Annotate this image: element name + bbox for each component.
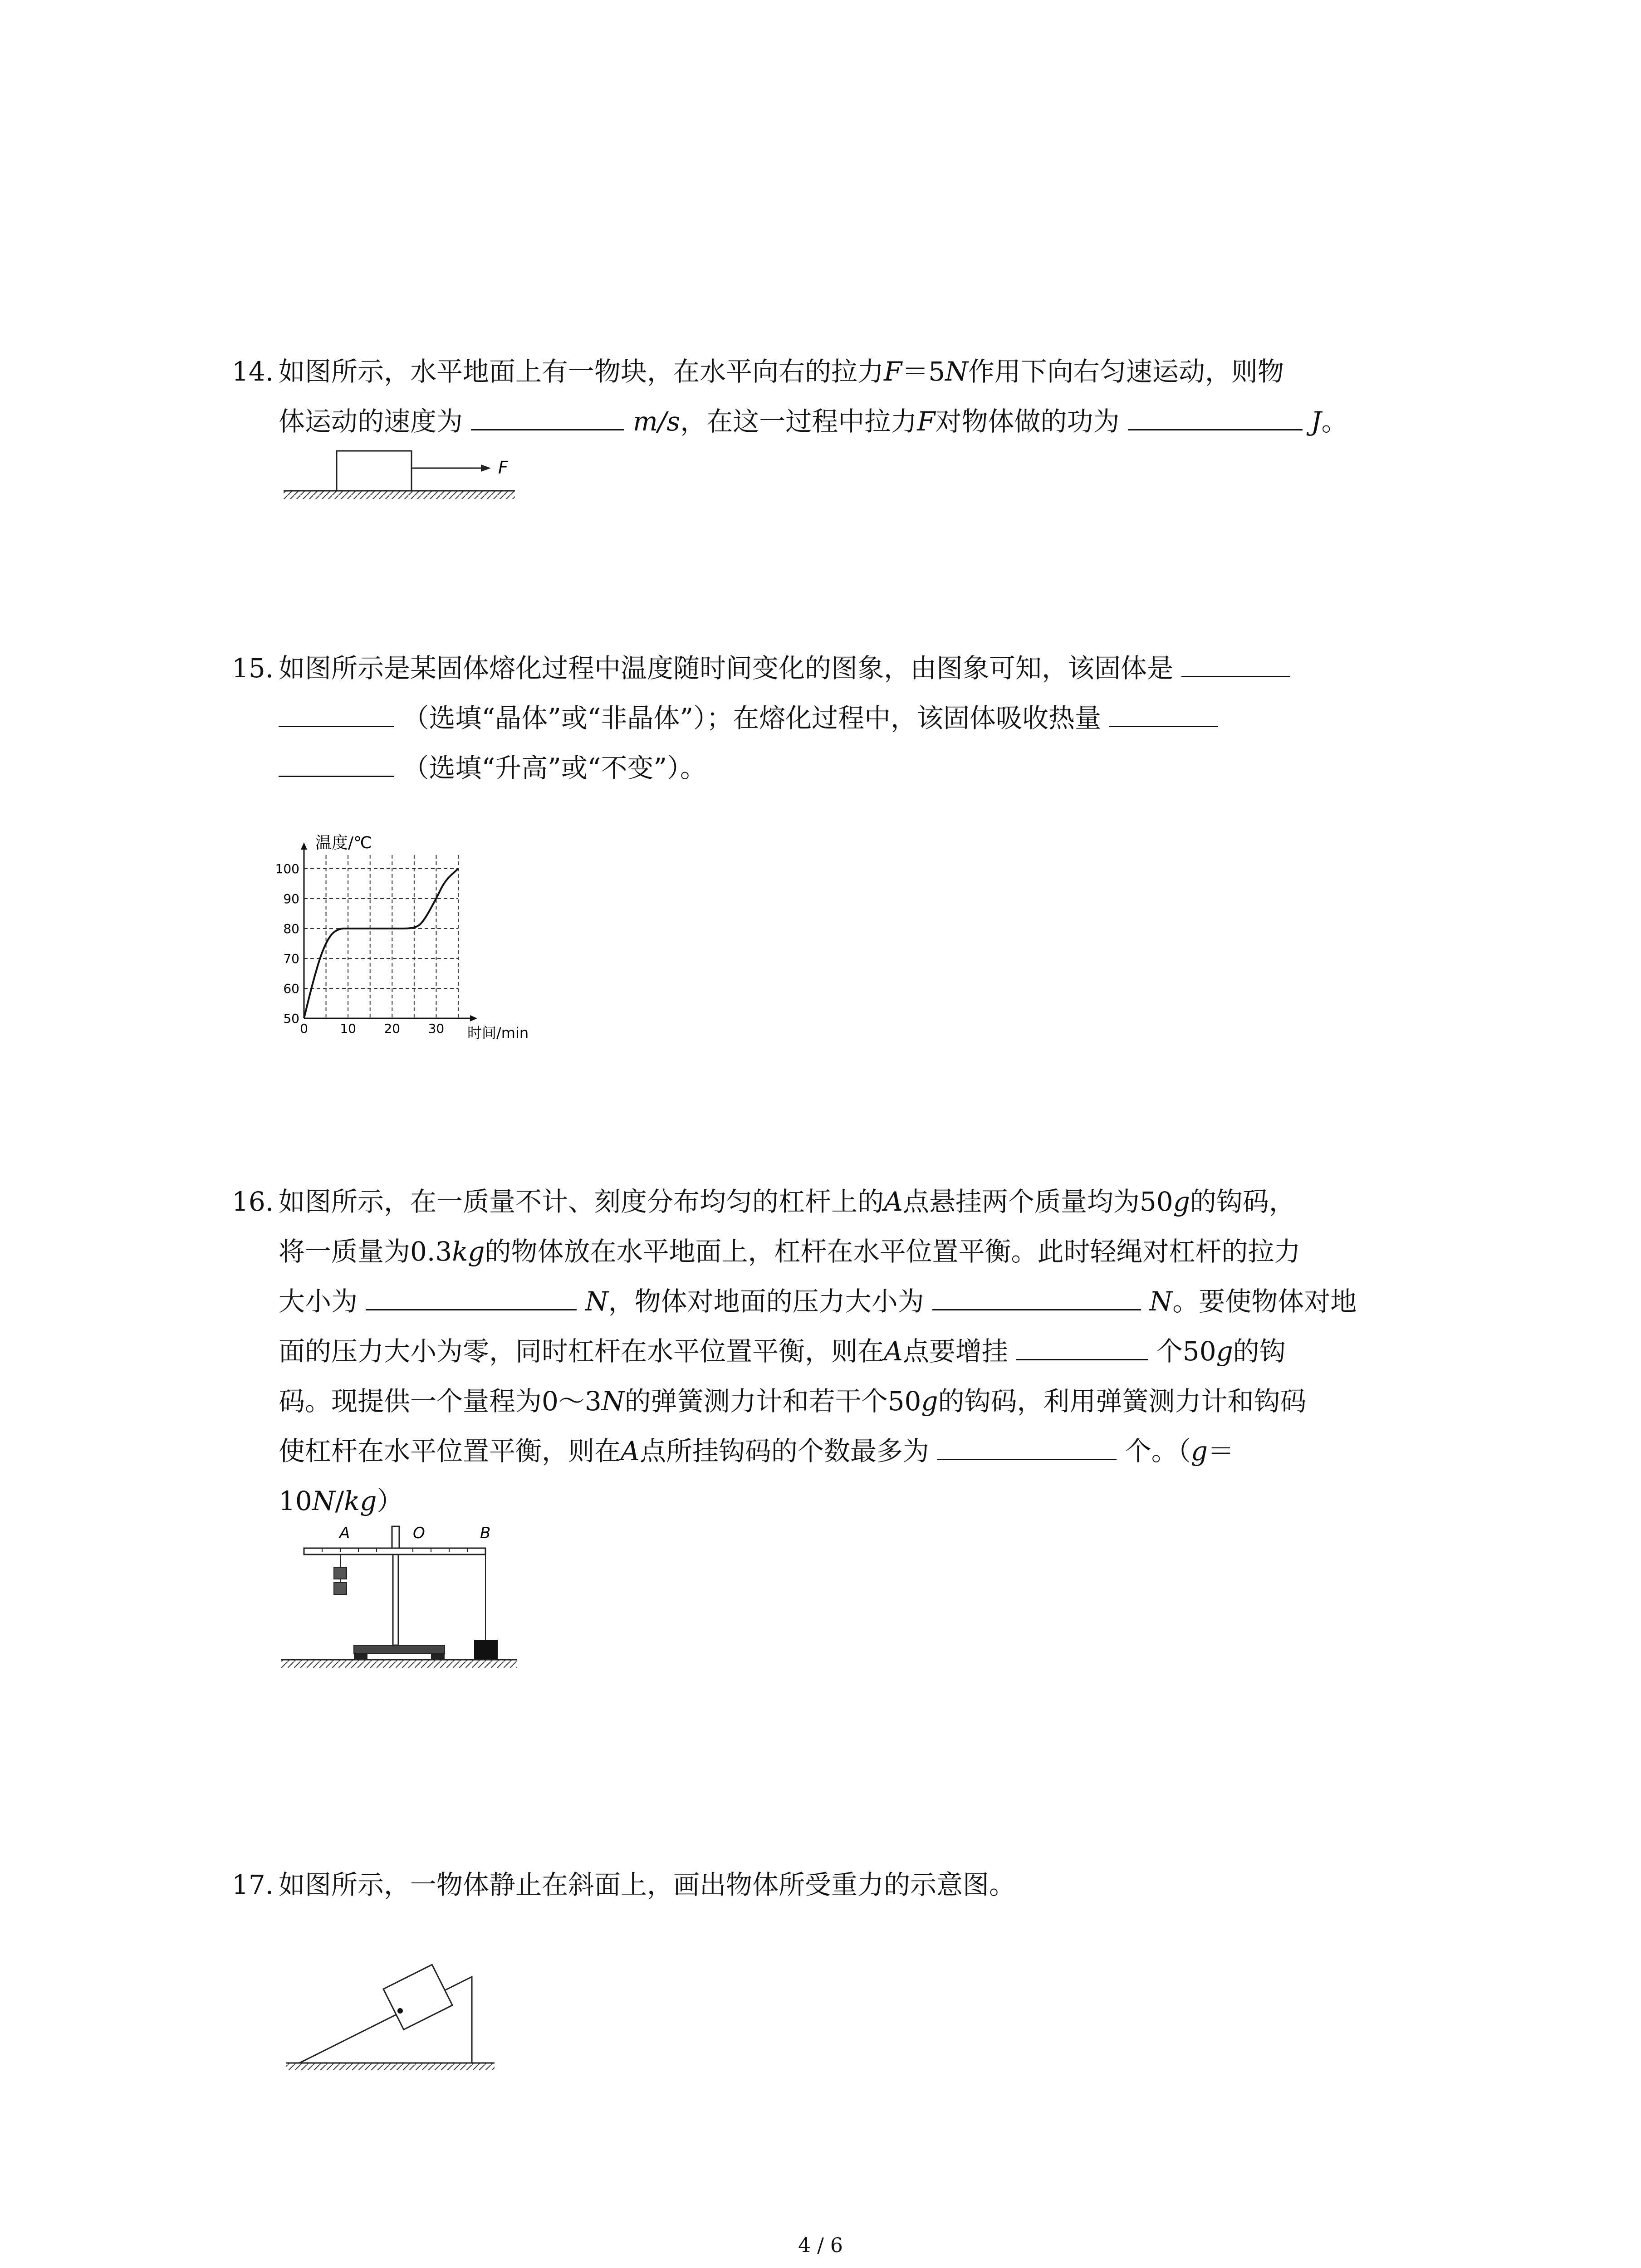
question-14: 14. 如图所示，水平地面上有一物块，在水平向右的拉力F＝5N作用下向右匀速运动，则物 体运动的速度为 m/s，在这一过程中拉力F对物体做的功为 J。 bbox=[232, 347, 1457, 446]
question-17: 17. 如图所示，一物体静止在斜面上，画出物体所受重力的示意图。 bbox=[232, 1860, 1457, 1910]
answer-blank[interactable] bbox=[1016, 1332, 1148, 1360]
force-label: F bbox=[498, 458, 508, 478]
y-tick-label: 90 bbox=[283, 891, 299, 906]
question-number: 17. bbox=[232, 1869, 274, 1900]
answer-blank[interactable] bbox=[279, 699, 394, 727]
point-b-label: B bbox=[480, 1524, 491, 1542]
x-tick-label: 10 bbox=[340, 1021, 356, 1036]
answer-blank[interactable] bbox=[1109, 699, 1218, 727]
y-axis-arrow bbox=[301, 842, 307, 850]
answer-blank[interactable] bbox=[471, 402, 624, 430]
question-16: 16. 如图所示，在一质量不计、刻度分布均匀的杠杆上的A点悬挂两个质量均为50g的钩码， 将一质量为0.3kg的物体放在水平地面上，杠杆在水平位置平衡。此时轻绳对杠杆的拉力 大小为 N，物体对地面的压力大小为 N。要使物体对地 面的压力大小为零，同时杠杆在水平位置平衡，则在A点要增挂 个50g的钩 码。现提供一个量程为0～3N的弹簧测力计和若干个50g的钩码，利用弹簧测力计和钩码 使杠杆在水平位置平衡，则在A点所挂钩码的个数最多为 个。（g＝ 10N/kg） bbox=[232, 1177, 1457, 1526]
chart-grid bbox=[304, 855, 458, 1018]
base-foot-right bbox=[431, 1653, 445, 1659]
block-force-diagram bbox=[281, 445, 526, 503]
x-tick-label: 20 bbox=[384, 1021, 401, 1036]
hook-weight-2 bbox=[334, 1583, 347, 1594]
object-block bbox=[474, 1640, 498, 1660]
y-tick-label: 80 bbox=[283, 921, 299, 936]
lever-bar bbox=[304, 1548, 485, 1554]
answer-blank[interactable] bbox=[366, 1282, 577, 1310]
question-number: 15. bbox=[232, 653, 274, 684]
y-axis-label: 温度/℃ bbox=[315, 834, 372, 852]
lever-diagram bbox=[281, 1522, 526, 1672]
question-number: 16. bbox=[232, 1186, 274, 1217]
block bbox=[337, 451, 411, 491]
stand-base bbox=[354, 1645, 445, 1653]
answer-blank[interactable] bbox=[279, 748, 394, 777]
x-tick-label: 0 bbox=[300, 1021, 308, 1036]
base-foot-left bbox=[354, 1653, 367, 1659]
hook-weight-1 bbox=[334, 1567, 347, 1579]
ground-hatch bbox=[286, 2063, 495, 2070]
y-tick-label: 60 bbox=[283, 981, 299, 996]
ground-hatch bbox=[284, 491, 515, 499]
y-tick-label: 50 bbox=[283, 1011, 299, 1026]
answer-blank[interactable] bbox=[1128, 402, 1303, 430]
temperature-curve bbox=[304, 869, 458, 1018]
pivot-top bbox=[392, 1526, 399, 1548]
incline-diagram bbox=[281, 1950, 499, 2073]
stand-pole bbox=[393, 1554, 398, 1645]
chart-ticks bbox=[275, 861, 445, 1036]
question-15: 15. 如图所示是某固体熔化过程中温度随时间变化的图象，由图象可知，该固体是 （选填“晶体”或“非晶体”）；在熔化过程中，该固体吸收热量 （选填“升高”或“不变”）。 bbox=[232, 643, 1457, 793]
answer-blank[interactable] bbox=[1181, 649, 1290, 677]
x-axis-label: 时间/min bbox=[467, 1024, 529, 1041]
y-tick-label: 70 bbox=[283, 951, 299, 966]
question-number: 14. bbox=[232, 356, 274, 387]
ground-hatch bbox=[281, 1660, 517, 1668]
arrow-head bbox=[481, 464, 491, 472]
x-tick-label: 30 bbox=[428, 1021, 445, 1036]
y-tick-label: 100 bbox=[275, 861, 299, 876]
point-a-label: A bbox=[339, 1524, 350, 1542]
center-of-mass-dot bbox=[397, 2008, 403, 2014]
answer-blank[interactable] bbox=[937, 1432, 1117, 1460]
temperature-time-chart bbox=[268, 830, 558, 1048]
point-o-label: O bbox=[413, 1524, 425, 1542]
x-axis-arrow bbox=[470, 1015, 477, 1022]
page-number: 4 / 6 bbox=[798, 2234, 843, 2257]
answer-blank[interactable] bbox=[932, 1282, 1141, 1310]
chart-axes bbox=[301, 842, 477, 1022]
